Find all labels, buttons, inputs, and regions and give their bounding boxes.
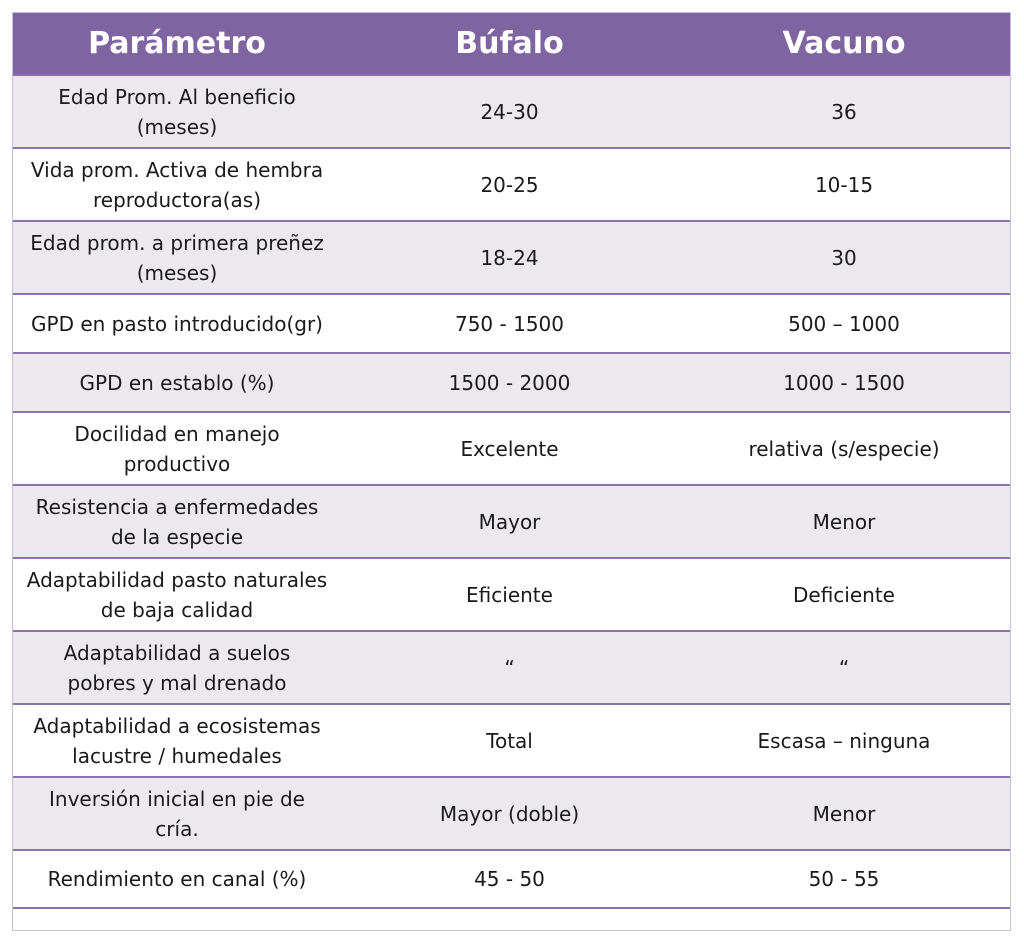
- table-row: [12, 777, 1011, 850]
- cell-parametro: [12, 294, 342, 353]
- comparison-table: [12, 12, 1011, 909]
- table-row: [12, 75, 1011, 148]
- cell-bufalo: 24-30: [342, 75, 677, 148]
- parametro-line: (meses): [136, 114, 218, 139]
- parametro-line: cría.: [155, 816, 199, 841]
- cell-parametro: [12, 412, 342, 485]
- cell-vacuno: 1000 - 1500: [677, 353, 1011, 412]
- table-row: [12, 631, 1011, 704]
- parametro-line: de baja calidad: [100, 597, 254, 622]
- cell-bufalo: 1500 - 2000: [342, 353, 677, 412]
- header-bufalo: Búfalo: [342, 12, 677, 75]
- parametro-line: Inversión inicial en pie de: [49, 786, 305, 811]
- parametro-line: de la especie: [110, 524, 244, 549]
- cell-vacuno: Menor: [677, 777, 1011, 850]
- table-row: [12, 485, 1011, 558]
- parametro-line: Rendimiento en canal (%): [47, 867, 307, 891]
- cell-parametro: [12, 75, 342, 148]
- cell-bufalo: 18-24: [342, 221, 677, 294]
- cell-bufalo: Total: [342, 704, 677, 777]
- parametro-line: lacustre / humedales: [72, 743, 282, 768]
- parametro-line: Docilidad en manejo: [74, 421, 280, 446]
- parametro-line: Edad Prom. Al beneficio: [58, 84, 296, 109]
- table-row: [12, 353, 1011, 412]
- comparison-table-wrapper: [12, 12, 1011, 909]
- cell-bufalo: 20-25: [342, 148, 677, 221]
- table-row: [12, 412, 1011, 485]
- cell-vacuno: Menor: [677, 485, 1011, 558]
- cell-parametro: [12, 148, 342, 221]
- cell-bufalo: Mayor: [342, 485, 677, 558]
- parametro-line: Adaptabilidad a ecosistemas: [33, 713, 321, 738]
- parametro-line: Edad prom. a primera preñez: [30, 230, 324, 255]
- header-vacuno: Vacuno: [677, 12, 1011, 75]
- table-row: [12, 148, 1011, 221]
- cell-vacuno: “: [677, 631, 1011, 704]
- cell-vacuno: 10-15: [677, 148, 1011, 221]
- cell-bufalo: Excelente: [342, 412, 677, 485]
- header-parametro: Parámetro: [12, 12, 342, 75]
- cell-vacuno: 36: [677, 75, 1011, 148]
- cell-vacuno: Deficiente: [677, 558, 1011, 631]
- parametro-line: productivo: [123, 451, 231, 476]
- parametro-line: Adaptabilidad pasto naturales: [26, 567, 328, 592]
- cell-parametro: [12, 704, 342, 777]
- cell-bufalo: 750 - 1500: [342, 294, 677, 353]
- cell-vacuno: 30: [677, 221, 1011, 294]
- parametro-line: reproductora(as): [92, 187, 261, 212]
- table-row: [12, 558, 1011, 631]
- cell-vacuno: 500 – 1000: [677, 294, 1011, 353]
- cell-parametro: [12, 631, 342, 704]
- parametro-line: Resistencia a enfermedades: [35, 494, 319, 519]
- parametro-line: GPD en establo (%): [79, 370, 275, 395]
- cell-vacuno: Escasa – ninguna: [677, 704, 1011, 777]
- table-row: [12, 704, 1011, 777]
- parametro-line: (meses): [136, 260, 218, 285]
- cell-bufalo: 45 - 50: [342, 850, 677, 908]
- table-row: [12, 221, 1011, 294]
- cell-vacuno: 50 - 55: [677, 850, 1011, 908]
- parametro-line: GPD en pasto introducido(gr): [31, 311, 323, 336]
- cell-bufalo: Eficiente: [342, 558, 677, 631]
- parametro-line: pobres y mal drenado: [67, 670, 287, 695]
- table-row: [12, 294, 1011, 353]
- cell-parametro: [12, 850, 342, 908]
- cell-parametro: [12, 558, 342, 631]
- table-row: [12, 850, 1011, 908]
- table-header: [12, 12, 1011, 75]
- cell-bufalo: “: [342, 631, 677, 704]
- cell-parametro: [12, 777, 342, 850]
- cell-vacuno: relativa (s/especie): [677, 412, 1011, 485]
- cell-bufalo: Mayor (doble): [342, 777, 677, 850]
- parametro-line: Vida prom. Activa de hembra: [30, 157, 324, 182]
- parametro-line: Adaptabilidad a suelos: [63, 640, 291, 665]
- table-body: [12, 75, 1011, 908]
- cell-parametro: [12, 353, 342, 412]
- header-row: [12, 12, 1011, 75]
- cell-parametro: [12, 221, 342, 294]
- cell-parametro: [12, 485, 342, 558]
